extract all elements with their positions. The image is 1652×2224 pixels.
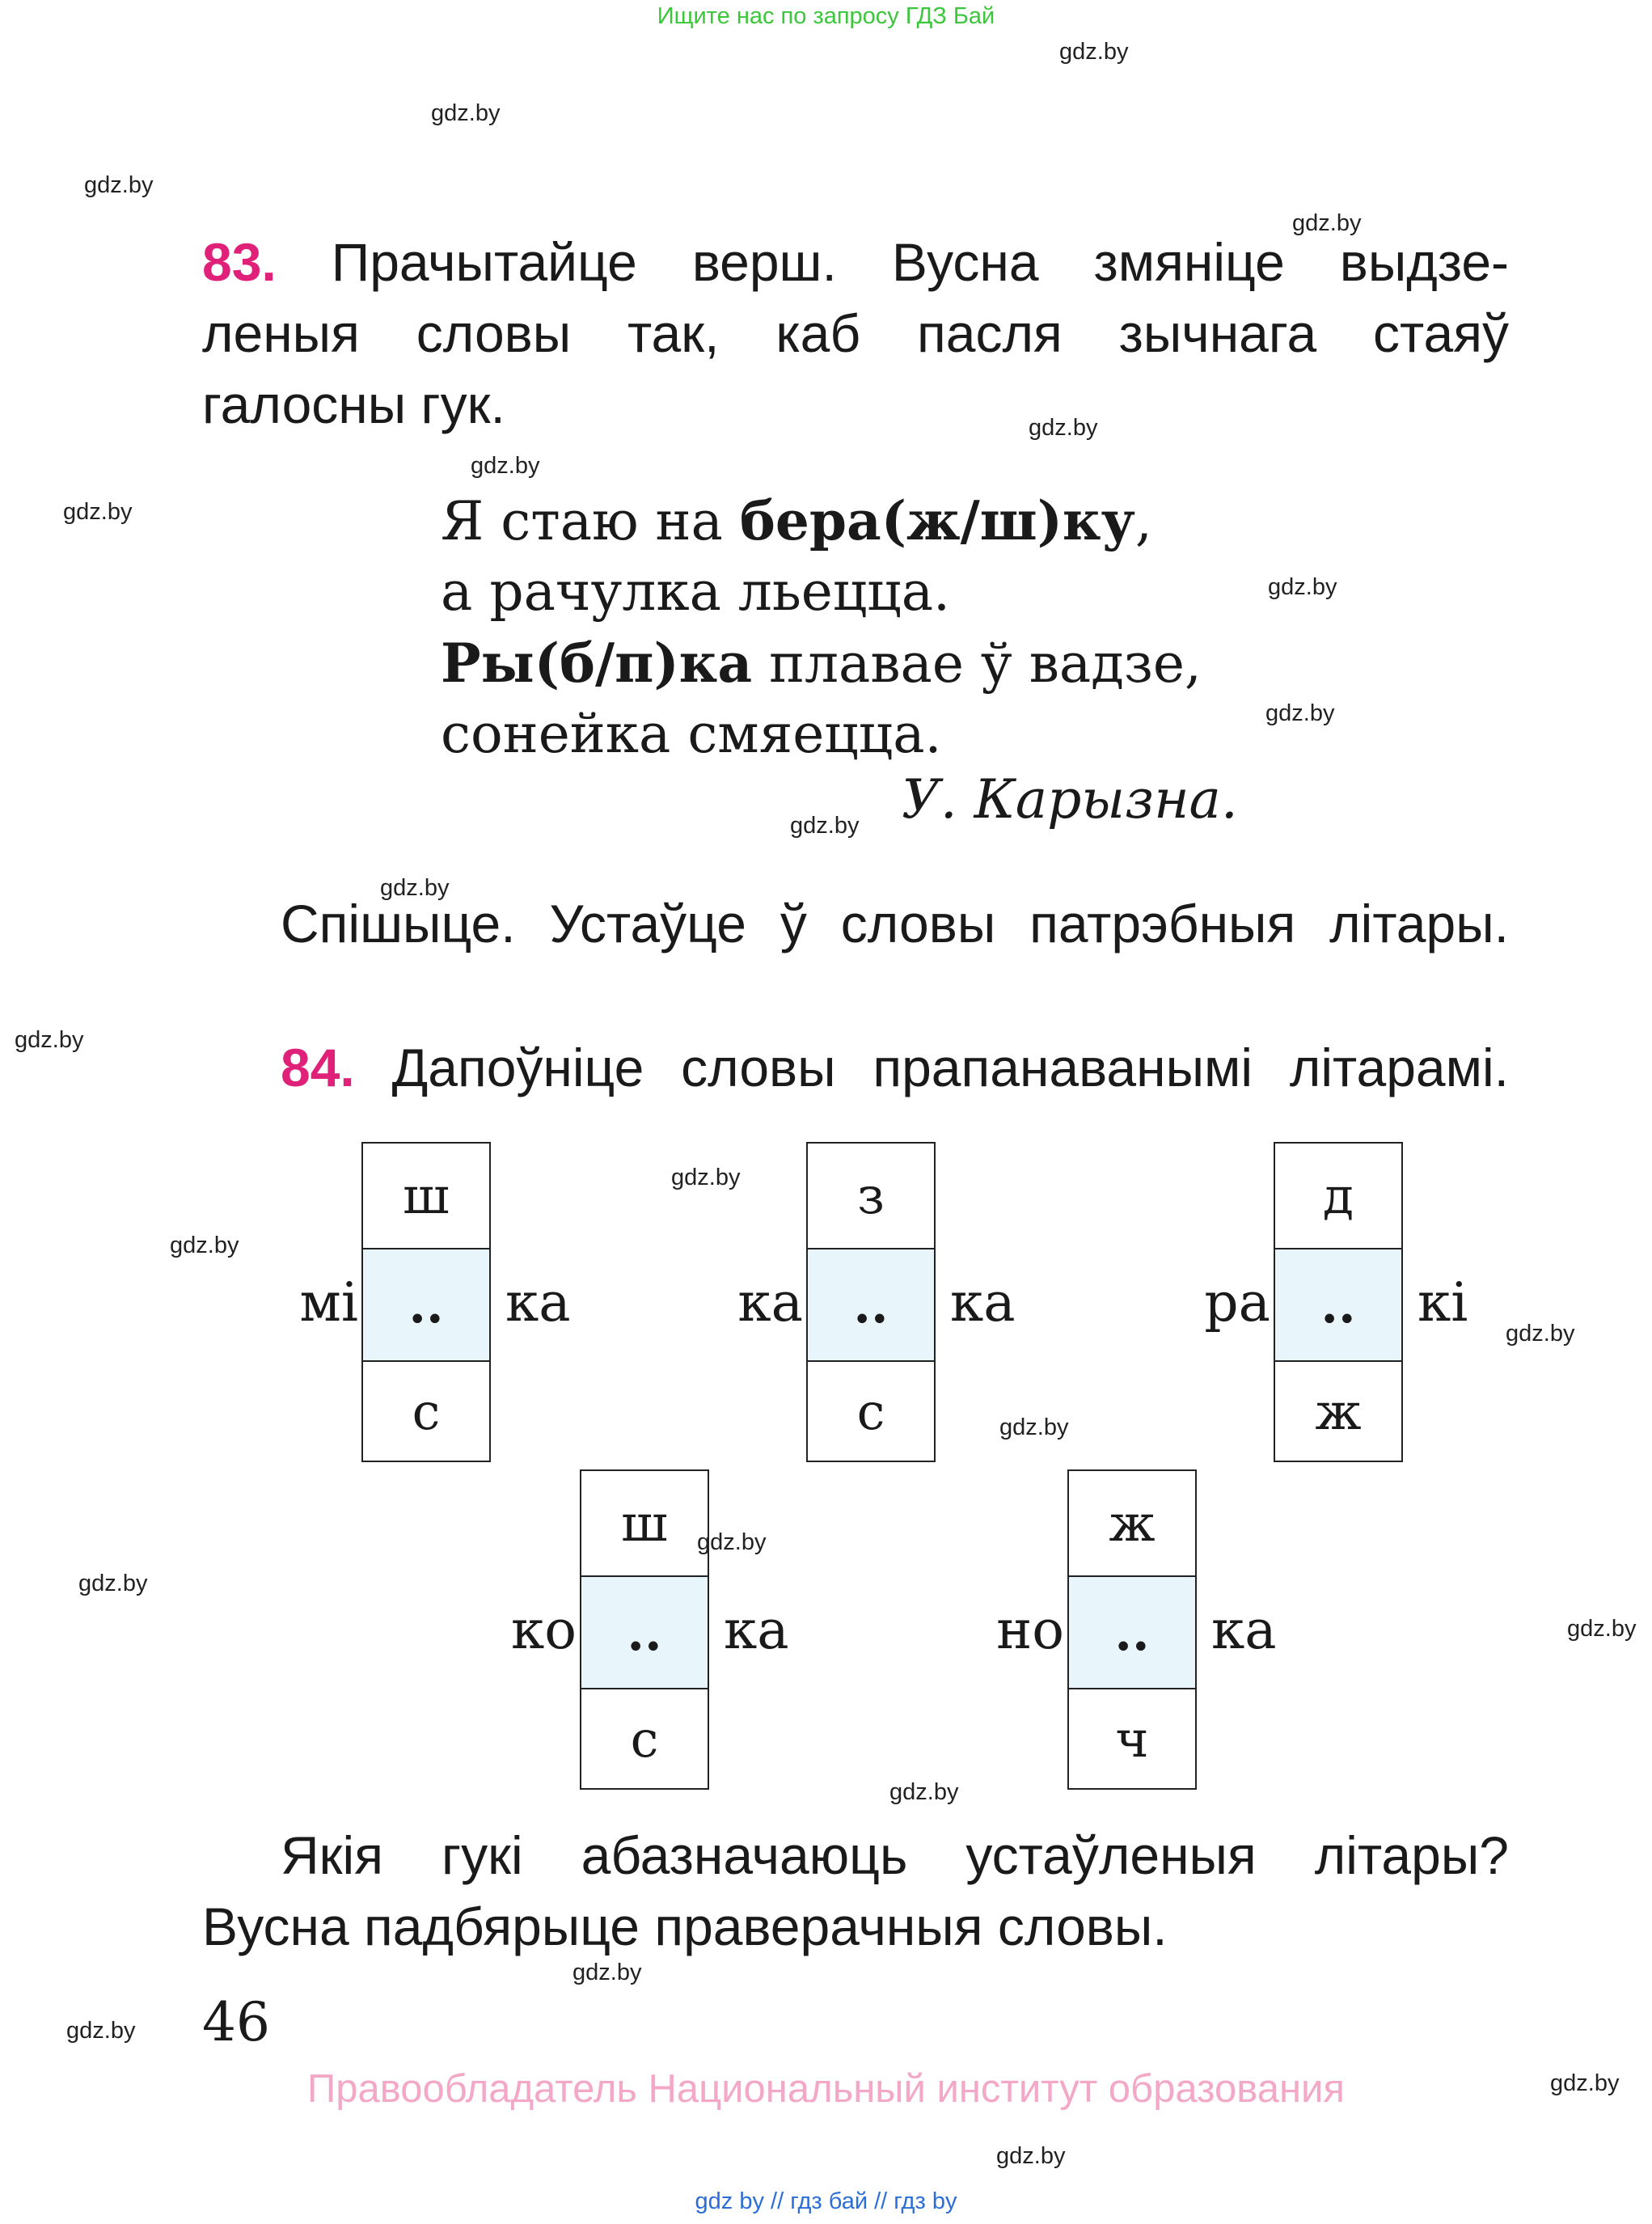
letter-column: [1274, 1142, 1403, 1462]
watermark: gdz.by: [671, 1165, 741, 1190]
blank-slot[interactable]: ..: [1275, 1249, 1401, 1362]
word-prefix: ко: [511, 1599, 577, 1661]
watermark: gdz.by: [1059, 39, 1129, 65]
letter-option-bottom[interactable]: ч: [1115, 1709, 1149, 1769]
letter-option-bottom[interactable]: с: [856, 1381, 885, 1441]
word-choice-5: [987, 1469, 1347, 1793]
watermark: gdz.by: [1292, 210, 1362, 236]
poem-text: Я стаю на: [441, 490, 740, 552]
word-suffix: ка: [1211, 1599, 1277, 1661]
watermark: gdz.by: [996, 2143, 1066, 2169]
word-suffix: ка: [724, 1599, 789, 1661]
ex84-question-line1: Якія гукі абазначаюць устаўленыя літары?: [281, 1825, 1509, 1885]
exercise-number: 83.: [202, 232, 277, 292]
poem-author: У. Карызна.: [902, 768, 1238, 831]
word-suffix: кі: [1418, 1271, 1468, 1334]
watermark: gdz.by: [697, 1529, 767, 1555]
letter-option-top[interactable]: ш: [581, 1471, 708, 1577]
word-prefix: ка: [737, 1271, 803, 1334]
exercise-number: 84.: [281, 1038, 355, 1097]
blank-slot[interactable]: ..: [808, 1249, 934, 1362]
blank-slot[interactable]: ..: [363, 1249, 489, 1362]
watermark: gdz.by: [1268, 574, 1337, 600]
letter-option-bottom[interactable]: с: [412, 1381, 441, 1441]
page-number: 46: [202, 1991, 270, 2053]
watermark: gdz.by: [431, 100, 501, 126]
instruction-text: Дапоўніце словы прапанаванымі літарамі.: [391, 1038, 1509, 1097]
watermark: gdz.by: [63, 499, 133, 525]
highlighted-word: бера(ж/ш)ку: [739, 489, 1135, 552]
poem-line-1: [441, 485, 1152, 557]
word-prefix: мі: [299, 1271, 358, 1334]
watermark: gdz.by: [66, 2018, 136, 2044]
ex84-question-line2: Вусна падбярыце праверачныя словы.: [202, 1896, 1168, 1956]
watermark: gdz.by: [1029, 415, 1098, 441]
letter-option-bottom[interactable]: ж: [1315, 1381, 1362, 1441]
bottom-links[interactable]: gdz by // гдз бай // гдз by: [695, 2188, 957, 2214]
watermark: gdz.by: [380, 875, 450, 901]
blank-slot[interactable]: ..: [1069, 1577, 1195, 1689]
letter-column: [806, 1142, 936, 1462]
blank-slot[interactable]: ..: [581, 1577, 708, 1689]
ex84-title: [281, 1032, 1509, 1103]
word-suffix: ка: [505, 1271, 571, 1334]
watermark: gdz.by: [1550, 2070, 1620, 2096]
watermark: gdz.by: [790, 813, 860, 839]
search-banner[interactable]: Ищите нас по запросу ГДЗ Бай: [657, 3, 995, 29]
watermark: gdz.by: [78, 1571, 148, 1596]
ex83-instruction-line3: галосны гук.: [202, 374, 505, 434]
watermark: gdz.by: [1506, 1321, 1575, 1347]
ex83-instruction-line1: [202, 226, 1509, 298]
word-choice-2: [725, 1142, 1086, 1465]
watermark: gdz.by: [471, 453, 540, 479]
poem-text: ,: [1134, 490, 1152, 552]
highlighted-word: Ры(б/п)ка: [441, 632, 753, 695]
letter-column: [580, 1469, 709, 1790]
watermark: gdz.by: [572, 1960, 642, 1985]
letter-option-top[interactable]: ж: [1069, 1471, 1195, 1577]
word-prefix: ра: [1204, 1271, 1270, 1334]
watermark: gdz.by: [15, 1027, 84, 1053]
letter-option-top[interactable]: д: [1275, 1144, 1401, 1249]
word-choice-4: [499, 1469, 860, 1793]
letter-option-bottom[interactable]: с: [630, 1709, 659, 1769]
letter-option-top[interactable]: ш: [363, 1144, 489, 1249]
watermark: gdz.by: [84, 172, 154, 198]
poem-line-2: а рачулка льецца.: [441, 560, 951, 623]
letter-column: [361, 1142, 491, 1462]
ex83-instruction-line2: леныя словы так, каб пасля зычнага стаяў: [202, 303, 1509, 363]
watermark: gdz.by: [170, 1233, 239, 1258]
poem-text: плавае ў вадзе,: [752, 632, 1202, 695]
word-suffix: ка: [950, 1271, 1016, 1334]
poem-line-4: сонейка смяецца.: [441, 703, 942, 765]
instruction-text: Прачытайце верш. Вусна змяніце выдзе-: [331, 232, 1510, 292]
word-prefix: но: [996, 1599, 1064, 1661]
word-choice-3: [1193, 1142, 1553, 1465]
watermark: gdz.by: [1567, 1616, 1637, 1642]
watermark: gdz.by: [999, 1414, 1069, 1440]
ex83-task: Спішыце. Устаўце ў словы патрэбныя літары.: [281, 894, 1509, 953]
watermark: gdz.by: [1265, 700, 1335, 726]
poem-line-3: [441, 628, 1202, 700]
letter-option-top[interactable]: з: [808, 1144, 934, 1249]
letter-column: [1067, 1469, 1197, 1790]
copyright-footer: Правообладатель Национальный институт образования: [307, 2067, 1345, 2111]
word-choice-1: [281, 1142, 641, 1465]
watermark: gdz.by: [889, 1779, 959, 1805]
